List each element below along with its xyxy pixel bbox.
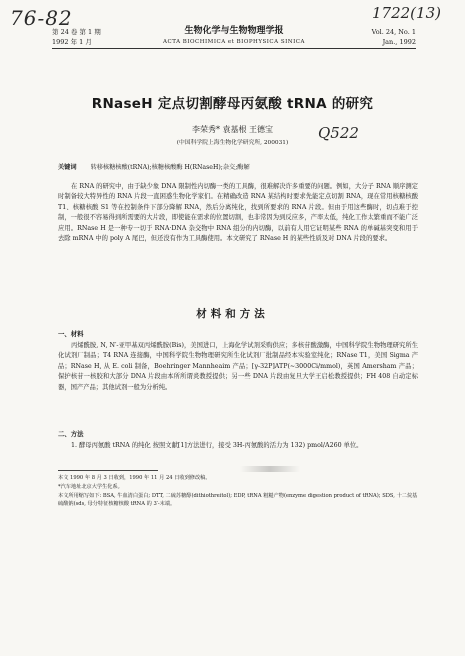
footnote-address: *汽车地址北京大学生化系。: [58, 484, 123, 490]
header-volume-cn: 第 24 卷 第 1 期: [52, 28, 101, 36]
header-date-cn: 1992 年 1 月: [52, 38, 92, 46]
footnote-received: 本文 1990 年 8 月 3 日收到，1990 年 11 月 24 日收到修改稿。: [58, 475, 211, 481]
header-date-en: Jan., 1992: [382, 38, 416, 46]
section-title-methods: 材料和方法: [196, 308, 269, 320]
handwritten-note-mid: Q522: [318, 124, 359, 142]
keywords-label: 关键词: [58, 164, 77, 171]
handwritten-note-left: 76-82: [10, 6, 73, 30]
footnote-rule: [58, 470, 158, 471]
materials-paragraph: 丙烯酰胺, N, N′-亚甲基双丙烯酰胺(Bis)，美国进口，上海化学试剂采购供应；多核苷酸激酶，中国科学院生物物理研究所生化试剂厂制品；T4 RNA 连接酶，中国科学院生物物理研究所生化试剂厂批制品经本实验室纯化；RNase T1，美国 Sigma 产品；RNase H, 从 E. coli 制备，Boehringer Mannheaim 产品；[γ-32P]ATP(~3000Ci/mmol)，英国 Amersham 产品；保护核苷一核胶和大部分 DNA 片段由本所所谓炎教授提供；另一些 DNA 片段由复旦大学王启松教授提供；FH 408 自动定标器，国产产品；其他试剂一般为分析纯。: [58, 342, 418, 391]
article-title: RNaseH 定点切割酵母丙氨酸 tRNA 的研究: [91, 96, 374, 112]
handwritten-note-right: 1722(13): [372, 4, 441, 22]
author-affiliation: (中国科学院上海生物化学研究所, 200031): [176, 140, 289, 146]
subsection-methods: 二、方法: [58, 430, 84, 438]
header-journal-en: ACTA BIOCHIMICA et BIOPHYSICA SINICA: [163, 39, 305, 45]
footnote-abbreviations: 本文所用缩写如下: BSA, 牛血清白蛋白; DTT, 二硫苏糖醇(dithiothreitol); EDP, tRNA 粗糙产物(enzyme digestion product of tRNA); SDS, 十二烷基硫酸钠(sds, 母分特征核糖核酸 tRNA 的 3′-末端。: [58, 493, 418, 508]
keywords: [58, 162, 418, 171]
article-authors: 李荣秀* 袁基根 王德宝: [191, 125, 274, 134]
scan-smudge: [240, 466, 300, 472]
intro-paragraph: 在 RNA 的研究中，由于缺少象 DNA 限制性内切酶一类的工具酶，很难解决许多重要的问题。例如，大分子 RNA 顺序测定时制备较大特异性的 RNA 片段一直困惑生物化学家们。在精确改造 RNA 某结构时要求先能定点切割 RNA，现在常用核糖核酸 T1、核糖核酸 S1 等在控制条件下部分降解 RNA，然后分离纯化，找到所要求的 RNA 片段。但由于用这些酶时，切点难于控制，一般很不容易得到所需要的大片段，即使能在需求的位置切割，也非常因为到反应多，产率太低，纯化工作太繁重而不能广泛应用。RNase H 是一种专一切于 RNA·DNA 杂交物中 RNA 组分的内切酶，以前有人用它证明某些 RNA 的单碱基突变和用于去除 mRNA 中的 poly A 尾巴，但还没有作为工具酶使用。本文研究了 RNase H 的某些性质及对 DNA 片段的要求。: [58, 183, 418, 243]
header-rule: [52, 48, 416, 49]
method-paragraph: 1. 酵母丙氨酸 tRNA 的纯化 按照文献[1]方法进行，接受 3H-丙氨酸的活力为 132) pmol/A260 单位。: [71, 442, 363, 449]
subsection-materials: 一、材料: [58, 330, 84, 338]
header-volume-en: Vol. 24, No. 1: [371, 28, 416, 36]
header-journal-cn: 生物化学与生物物理学报: [184, 26, 284, 36]
keywords-list: 转移核糖核酸(tRNA);核糖核酸酶 H(RNaseH);杂交;酶解: [90, 164, 250, 171]
